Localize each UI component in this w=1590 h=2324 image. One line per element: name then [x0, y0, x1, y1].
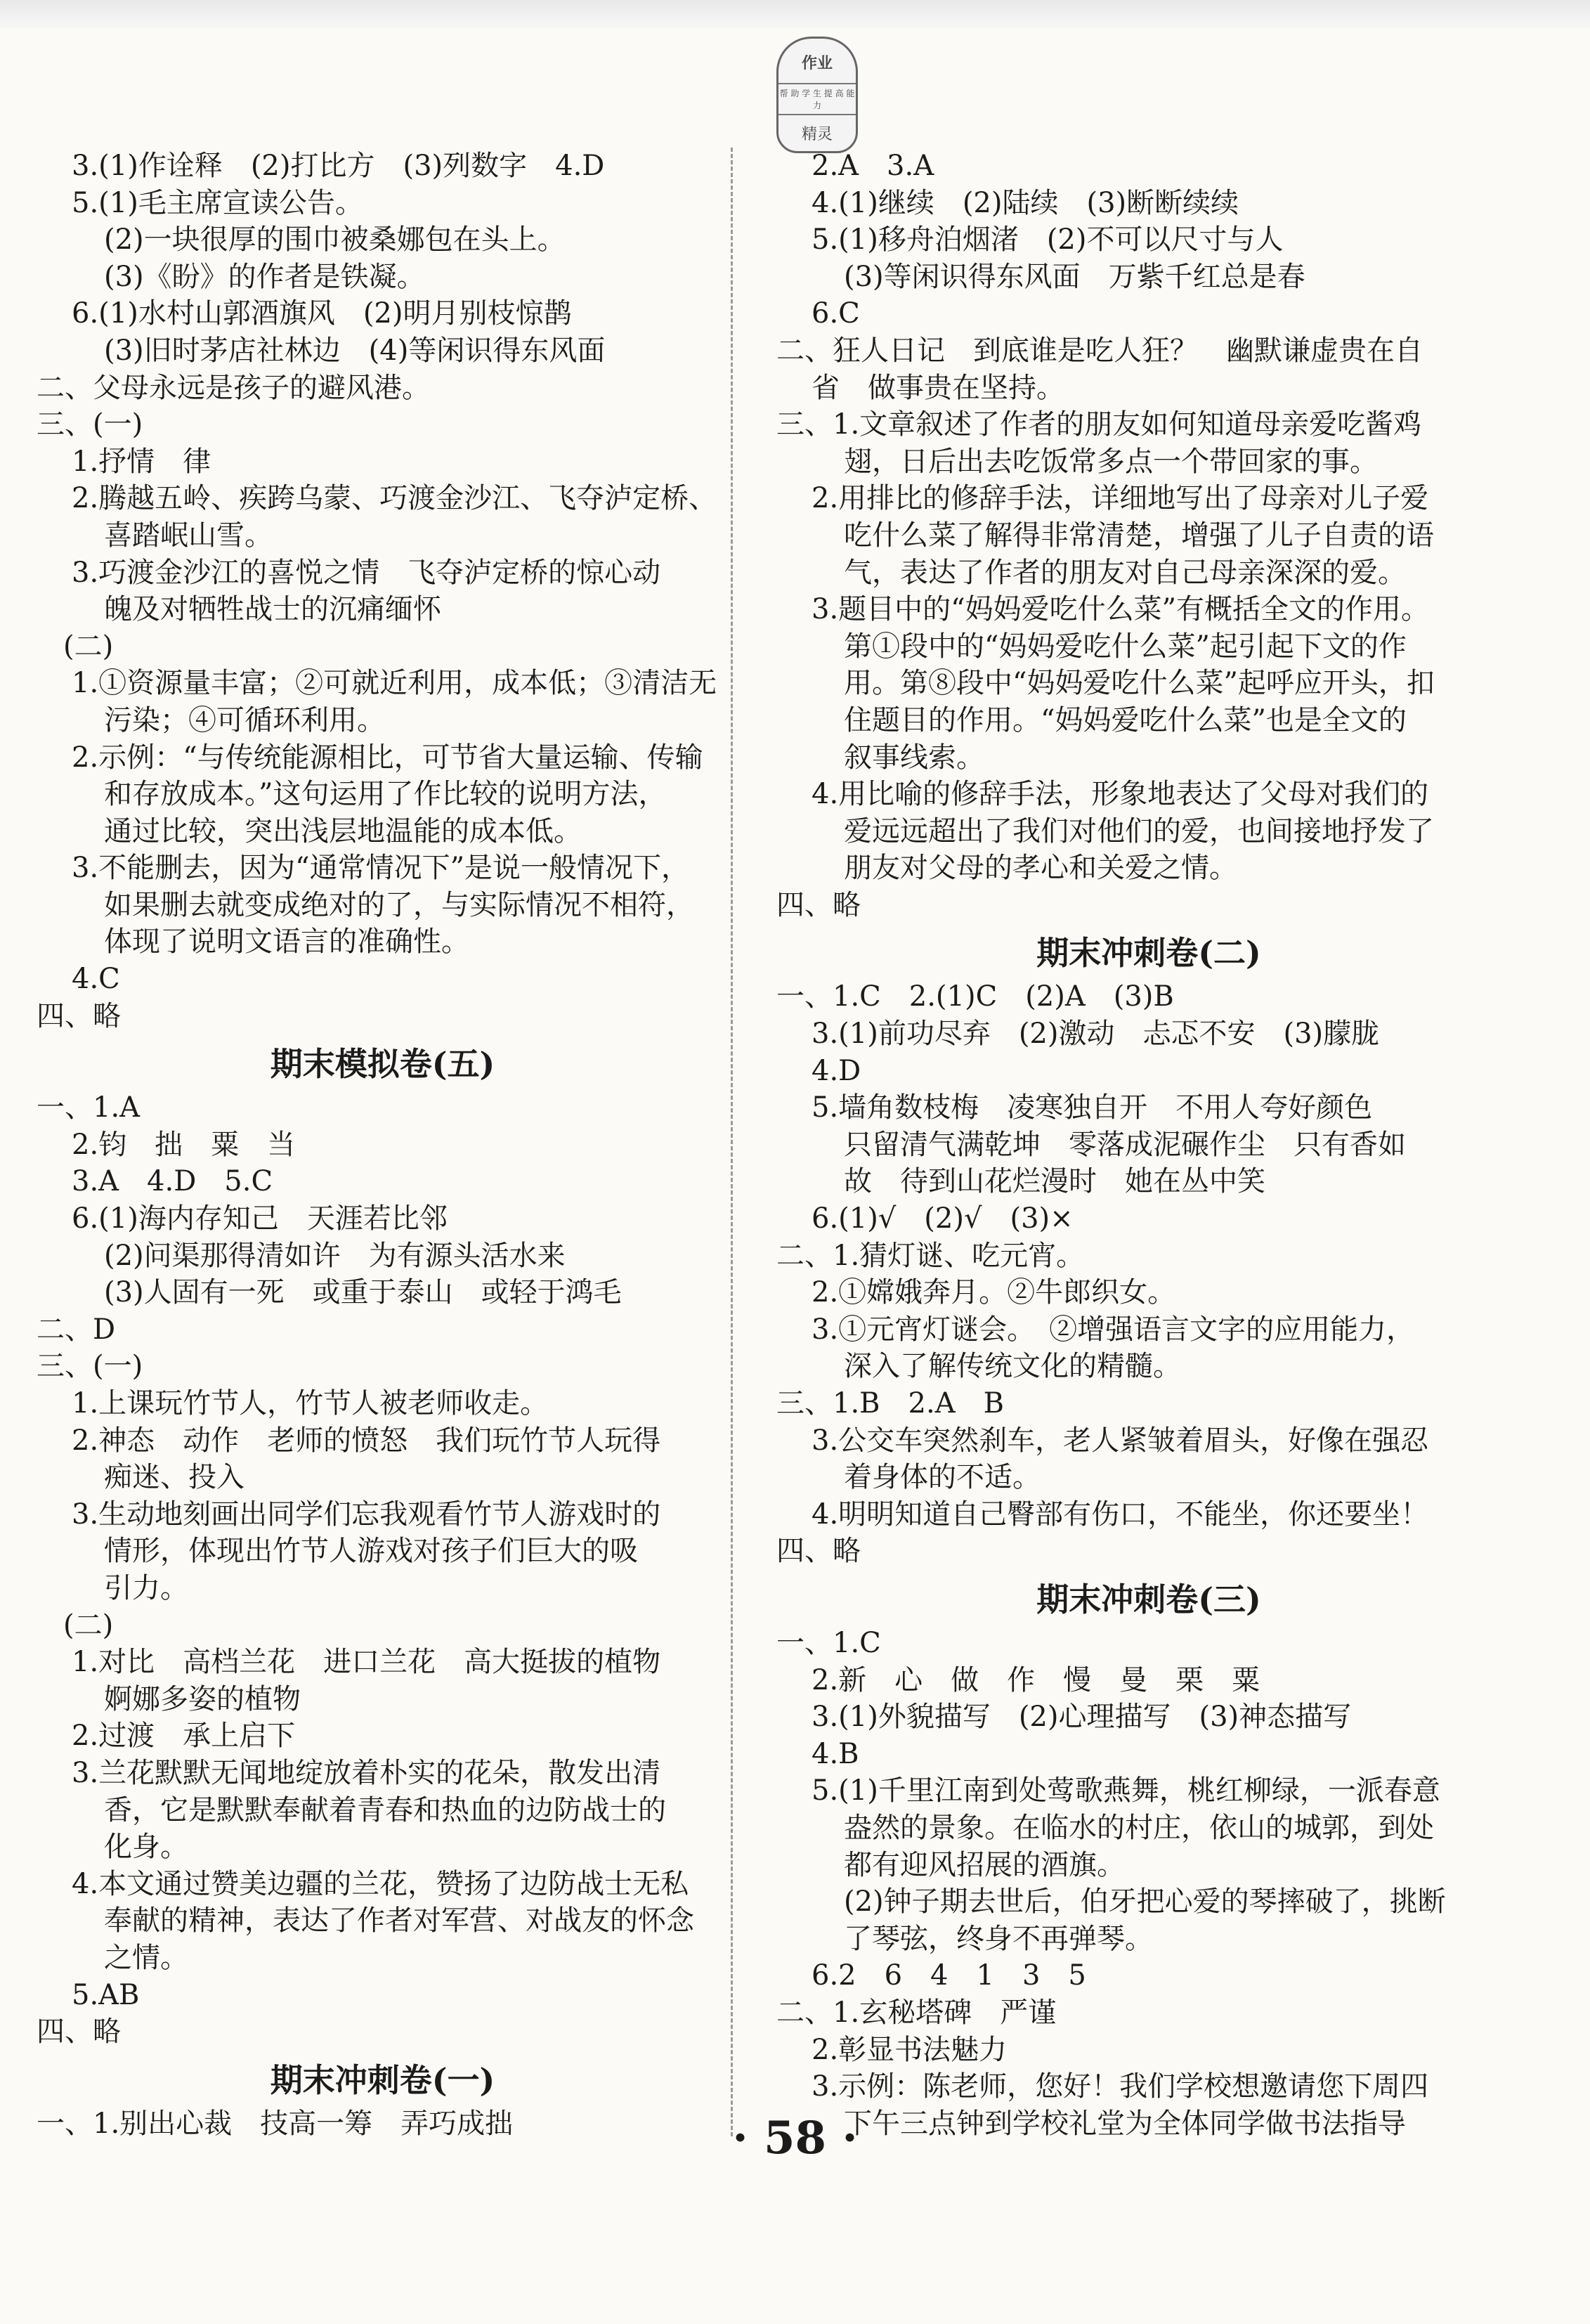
answer-line: (3)等闲识得东风面 万紫千红总是春 — [844, 260, 1305, 293]
answer-line: 深入了解传统文化的精髓。 — [844, 1350, 1181, 1383]
answer-line: 1.对比 高档兰花 进口兰花 高大挺拔的植物 — [72, 1646, 661, 1679]
answer-line: 污染；④可循环利用。 — [104, 703, 385, 736]
page-number: · 58 · — [732, 2112, 858, 2164]
answer-line: 5.墙角数枝梅 凌寒独自开 不用人夸好颜色 — [812, 1091, 1373, 1124]
answer-line: 1.抒情 律 — [72, 445, 211, 478]
answer-line: 痴迷、投入 — [104, 1461, 245, 1494]
publisher-logo — [776, 37, 858, 153]
answer-line: 3.(1)前功尽弃 (2)激动 忐忑不安 (3)朦胧 — [812, 1018, 1380, 1051]
answer-line: 二、1.玄秘塔碑 严谨 — [776, 1996, 1057, 2029]
answer-line: 3.生动地刻画出同学们忘我观看竹节人游戏时的 — [72, 1498, 661, 1531]
answer-line: 四、略 — [37, 2015, 121, 2049]
answer-line: 了琴弦，终身不再弹琴。 — [844, 1922, 1153, 1955]
column-divider — [731, 148, 733, 2136]
answer-line: 二、1.猜灯谜、吃元宵。 — [776, 1239, 1085, 1272]
answer-line: 三、(一) — [37, 1350, 143, 1383]
left-answer-column — [37, 148, 729, 2142]
answer-line: 4.C — [72, 963, 120, 996]
answer-line: 二、父母永远是孩子的避风港。 — [37, 371, 430, 404]
answer-line: 3.不能删去，因为“通常情况下”是说一般情况下， — [72, 852, 690, 885]
logo-middle-text: 帮 助 学 生 提 高 能 力 — [778, 83, 856, 115]
answer-line: 4.用比喻的修辞手法，形象地表达了父母对我们的 — [812, 778, 1429, 811]
answer-line: 5.(1)毛主席宣读公告。 — [72, 186, 363, 219]
answer-line: (2)一块很厚的围巾被桑娜包在头上。 — [104, 223, 566, 257]
answer-line: 一、1.C 2.(1)C (2)A (3)B — [776, 980, 1174, 1013]
answer-line: 2.用排比的修辞手法，详细地写出了母亲对儿子爱 — [812, 482, 1429, 515]
section-heading: 期末冲刺卷(一) — [270, 2060, 495, 2099]
answer-line: 体现了说明文语言的准确性。 — [104, 926, 469, 959]
answer-line: 用。第⑧段中“妈妈爱吃什么菜”起呼应开头，扣 — [844, 667, 1435, 700]
answer-line: 6.2 6 4 1 3 5 — [812, 1959, 1086, 1992]
answer-line: 下午三点钟到学校礼堂为全体同学做书法指导 — [844, 2107, 1406, 2140]
answer-line: 情形，体现出竹节人游戏对孩子们巨大的吸 — [104, 1535, 638, 1568]
answer-line: 四、略 — [37, 999, 121, 1032]
answer-line: 翅，日后出去吃饭常多点一个带回家的事。 — [844, 445, 1378, 478]
answer-line: 3.巧渡金沙江的喜悦之情 飞夺泸定桥的惊心动 — [72, 556, 661, 589]
answer-line: 2.彰显书法魅力 — [812, 2033, 1008, 2066]
answer-line: (二) — [63, 630, 114, 663]
answer-line: 一、1.别出心裁 技高一筹 弄巧成拙 — [37, 2107, 514, 2140]
answer-line: 喜踏岷山雪。 — [104, 519, 273, 552]
answer-line: 气，表达了作者的朋友对自己母亲深深的爱。 — [844, 556, 1406, 589]
answer-line: 奉献的精神，表达了作者对军营、对战友的怀念 — [104, 1904, 694, 1937]
answer-line: 四、略 — [776, 1535, 861, 1568]
answer-line: 5.(1)千里江南到处莺歌燕舞，桃红柳绿，一派春意 — [812, 1774, 1440, 1807]
answer-line: 3.A 4.D 5.C — [72, 1165, 273, 1198]
answer-line: 2.新 心 做 作 慢 曼 栗 粟 — [812, 1663, 1260, 1696]
answer-line: 四、略 — [776, 888, 861, 921]
answer-line: 5.AB — [72, 1978, 140, 2011]
answer-line: (3)人固有一死 或重于泰山 或轻于鸿毛 — [104, 1276, 622, 1309]
answer-line: 3.示例：陈老师，您好！我们学校想邀请您下周四 — [812, 2070, 1429, 2103]
answer-line: 和存放成本。”这句运用了作比较的说明方法， — [104, 778, 667, 811]
answer-line: 2.腾越五岭、疾跨乌蒙、巧渡金沙江、飞夺泸定桥、 — [72, 482, 717, 515]
answer-line: 三、(一) — [37, 408, 143, 441]
answer-line: 3.公交车突然刹车，老人紧皱着眉头，好像在强忍 — [812, 1424, 1429, 1457]
answer-line: 3.(1)作诠释 (2)打比方 (3)列数字 4.D — [72, 150, 605, 182]
answer-line: 叙事线索。 — [844, 741, 984, 774]
answer-line: 住题目的作用。“妈妈爱吃什么菜”也是全文的 — [844, 703, 1407, 736]
logo-top-text: 作业 — [801, 54, 833, 72]
answer-line: 婀娜多姿的植物 — [104, 1682, 301, 1715]
answer-line: 2.A 3.A — [812, 150, 934, 182]
answer-line: 4.明明知道自己臀部有伤口，不能坐，你还要坐！ — [812, 1498, 1429, 1531]
answer-line: 4.(1)继续 (2)陆续 (3)断断续续 — [812, 186, 1239, 219]
answer-line: 只留清气满乾坤 零落成泥碾作尘 只有香如 — [844, 1128, 1406, 1161]
answer-line: 如果删去就变成绝对的了，与实际情况不相符， — [104, 888, 694, 921]
answer-line: 一、1.A — [37, 1091, 141, 1124]
answer-line: 1.上课玩竹节人，竹节人被老师收走。 — [72, 1387, 549, 1420]
answer-line: 2.过渡 承上启下 — [72, 1720, 296, 1753]
answer-line: 3.兰花默默无闻地绽放着朴实的花朵，散发出清 — [72, 1756, 661, 1789]
logo-bottom-text: 精灵 — [801, 126, 833, 143]
answer-line: 4.本文通过赞美边疆的兰花，赞扬了边防战士无私 — [72, 1867, 689, 1900]
answer-line: 魄及对牺牲战士的沉痛缅怀 — [104, 593, 441, 626]
answer-line: 三、1.文章叙述了作者的朋友如何知道母亲爱吃酱鸡 — [776, 408, 1422, 441]
answer-line: 3.题目中的“妈妈爱吃什么菜”有概括全文的作用。 — [812, 593, 1430, 626]
answer-line: (2)钟子期去世后，伯牙把心爱的琴摔破了，挑断 — [844, 1885, 1446, 1919]
answer-line: 盎然的景象。在临水的村庄，依山的城郭，到处 — [844, 1811, 1434, 1844]
answer-line: 一、1.C — [776, 1626, 881, 1659]
answer-line: 2.示例：“与传统能源相比，可节省大量运输、传输 — [72, 741, 703, 774]
answer-line: 着身体的不适。 — [844, 1461, 1041, 1494]
answer-line: 6.C — [812, 297, 860, 330]
answer-line: 爱远远超出了我们对他们的爱，也间接地抒发了 — [844, 814, 1434, 848]
answer-line: 之情。 — [104, 1941, 188, 1974]
answer-line: 通过比较，突出浅层地温能的成本低。 — [104, 814, 582, 848]
answer-line: (二) — [63, 1609, 114, 1642]
answer-line: 第①段中的“妈妈爱吃什么菜”起引起下文的作 — [844, 630, 1407, 663]
answer-line: 故 待到山花烂漫时 她在丛中笑 — [844, 1165, 1265, 1198]
answer-line: 6.(1)√ (2)√ (3)× — [812, 1202, 1074, 1235]
answer-line: 6.(1)海内存知己 天涯若比邻 — [72, 1202, 448, 1235]
answer-line: 3.①元宵灯谜会。 ②增强语言文字的应用能力， — [812, 1313, 1415, 1346]
answer-line: 三、1.B 2.A B — [776, 1387, 1005, 1420]
answer-line: (3)旧时茅店社林边 (4)等闲识得东风面 — [104, 334, 606, 367]
answer-line: 省 做事贵在坚持。 — [812, 371, 1064, 404]
answer-line: 吃什么菜了解得非常清楚，增强了儿子自责的语 — [844, 519, 1434, 552]
answer-line: (3)《盼》的作者是铁凝。 — [104, 260, 425, 293]
answer-line: 1.①资源量丰富；②可就近利用，成本低；③清洁无 — [72, 667, 717, 700]
answer-line: 二、D — [37, 1313, 116, 1346]
answer-line: (2)问渠那得清如许 为有源头活水来 — [104, 1239, 566, 1272]
section-heading: 期末模拟卷(五) — [270, 1045, 495, 1084]
answer-line: 二、狂人日记 到底谁是吃人狂？ 幽默谦虚贵在自 — [776, 334, 1423, 367]
answer-line: 5.(1)移舟泊烟渚 (2)不可以尺寸与人 — [812, 223, 1284, 257]
answer-line: 香，它是默默奉献着青春和热血的边防战士的 — [104, 1793, 666, 1826]
top-scan-strip — [0, 0, 1590, 28]
answer-line: 4.D — [812, 1054, 861, 1087]
answer-line: 化身。 — [104, 1831, 188, 1864]
answer-line: 3.(1)外貌描写 (2)心理描写 (3)神态描写 — [812, 1701, 1352, 1734]
answer-line: 6.(1)水村山郭酒旗风 (2)明月别枝惊鹊 — [72, 297, 572, 330]
right-answer-column — [776, 148, 1521, 2142]
answer-line: 都有迎风招展的酒旗。 — [844, 1848, 1125, 1881]
answer-line: 2.①嫦娥奔月。②牛郎织女。 — [812, 1276, 1176, 1309]
answer-line: 引力。 — [104, 1571, 188, 1604]
answer-line: 4.B — [812, 1737, 859, 1770]
section-heading: 期末冲刺卷(三) — [1036, 1580, 1261, 1618]
answer-line: 2.钧 拙 粟 当 — [72, 1128, 296, 1161]
section-heading: 期末冲刺卷(二) — [1036, 934, 1261, 973]
answer-line: 2.神态 动作 老师的愤怒 我们玩竹节人玩得 — [72, 1424, 661, 1457]
answer-line: 朋友对父母的孝心和关爱之情。 — [844, 852, 1237, 885]
